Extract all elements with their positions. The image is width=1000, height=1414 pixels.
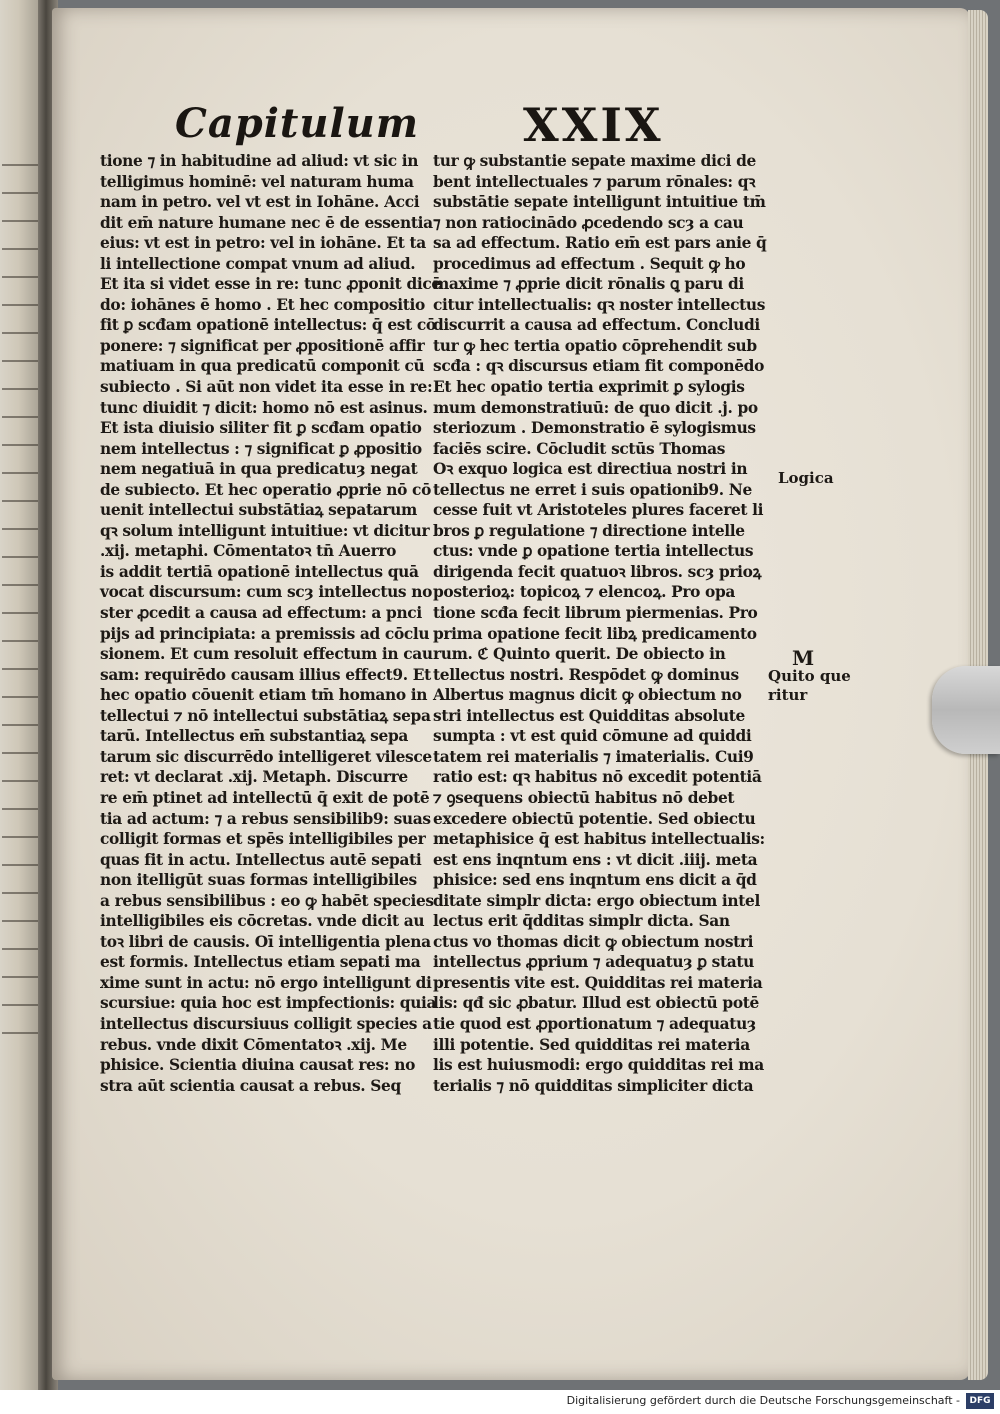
margin-note-initial: M [792,646,815,670]
text-line: a rebus sensibilibus : eo ꝙ habēt species [100,891,434,910]
text-line: lis est huiusmodi: ergo quidditas rei ma [433,1056,764,1075]
text-line: posterioꝝ: topicoꝝ ⁊ elencoꝝ. Pro opa [433,583,736,602]
text-line: Oꝛ exquo logica est directiua nostri in [433,460,748,479]
dfg-logo: DFG [966,1393,994,1409]
text-line: tellectui ⁊ nō intellectui substātiaꝝ sepa [100,706,431,725]
running-heading-chapter-number: XXIX [523,98,664,152]
text-line: ditate simplr dicta: ergo obiectum intel [433,891,760,910]
text-line: tione scđa fecit librum piermenias. Pro [433,604,758,623]
text-line: vocat discursum: cum scȝ intellectus no [100,583,433,602]
text-line: nem intellectus : ⁊ significat ꝑ ꝓpositio [100,439,422,458]
text-line: metaphisice q̄ est habitus intellectualis: [433,830,765,849]
text-line: subiecto . Si aūt non videt ita esse in re: [100,378,433,397]
text-line: ctus: vnde ꝑ opatione tertia intellectus [433,542,754,561]
text-line: substātie sepate intelligunt intuitiue tm̄ [433,193,766,212]
text-line: ret: vt declarat .xij. Metaph. Discurre [100,768,408,787]
text-line: rum. ℭ Quinto querit. De obiecto in [433,645,726,664]
text-line: scursiue: quia hoc est impfectionis: quia [100,994,437,1013]
text-line: tellectus nostri. Respōdet ꝙ dominus [433,665,739,684]
text-line: lis: qđ sic ꝓbatur. Illud est obiectū potē [433,994,759,1013]
text-line: ster ꝓcedit a causa ad effectum: a pnci [100,604,422,623]
text-line: Et hec opatio tertia exprimit ꝑ sylogis [433,378,745,397]
text-line: Albertus magnus dicit ꝙ obiectum no [433,686,742,705]
text-line: tione ⁊ in habitudine ad aliud: vt sic in [100,152,419,170]
text-line: tarū. Intellectus em̄ substantiaꝝ sepa [100,727,408,746]
text-line: tur ꝙ substantie sepate maxime dici de [433,152,756,170]
text-line: ratio est: qꝛ habitus nō excedit potentiā [433,768,762,787]
text-line: hec opatio cōuenit etiam tm̄ homano in [100,686,428,705]
text-line: prima opatione fecit libꝝ predicamento [433,624,757,643]
text-line: sumpta : vt est quid cōmune ad quiddi [433,727,752,746]
text-line: tunc diuidit ⁊ dicit: homo nō est asinus. [100,398,428,417]
text-line: est ens inqntum ens : vt dicit .iiij. meta [433,850,758,869]
text-line: phisice: sed ens inqntum ens dicit a q̄d [433,871,757,890]
running-heading-left: Capitulum [175,100,420,147]
text-line: eius: vt est in petro: vel in iohāne. Et ta [100,234,426,253]
text-line: sa ad effectum. Ratio em̄ est pars anie q̄ [433,234,767,253]
text-line: excedere obiectū potentie. Sed obiectu [433,809,756,828]
text-line: ⁊ ꝯsequens obiectū habitus nō debet [433,788,735,807]
text-line: tarum sic discurrēdo intelligeret vilesce [100,747,432,766]
margin-note-quinto [768,667,851,705]
text-line: do: iohānes ē homo . Et hec compositio [100,295,425,314]
text-column-left [100,151,441,1096]
text-line: illi potentie. Sed quidditas rei materia [433,1035,750,1054]
text-line: ponere: ⁊ significat per ꝓpositionē affir [100,336,425,355]
text-column-right [433,151,771,1096]
footer-bar [0,1390,1000,1414]
margin-note-logica: Logica [778,469,834,487]
text-line: quas fit in actu. Intellectus autē sepati [100,850,422,869]
text-line: sam: requirēdo causam illius effect9. Et [100,665,431,684]
text-line: stri intellectus est Quidditas absolute [433,706,745,725]
text-line: xime sunt in actu: nō ergo intelligunt di [100,973,432,992]
text-line: steriozum . Demonstratio ē sylogismus [433,419,756,438]
text-line: presentis vite est. Quidditas rei materia [433,973,763,992]
funding-credit: Digitalisierung gefördert durch die Deutsche Forschungsgemeinschaft - [566,1394,960,1407]
text-line: intellectus discursiuus colligit species a [100,1014,432,1033]
text-line: terialis ⁊ nō quidditas simpliciter dicta [433,1076,754,1095]
text-line: toꝛ libri de causis. Oī intelligentia plena [100,932,431,951]
text-line: intellectus ꝓprium ⁊ adequatuȝ ꝑ statu [433,953,754,972]
text-line: lectus erit q̄dditas simplr dicta. San [433,912,730,931]
text-line: bent intellectuales ⁊ parum rōnales: qꝛ [433,172,756,191]
text-line: tatem rei materialis ⁊ imaterialis. Cui9 [433,747,754,766]
text-line: discurrit a causa ad effectum. Concludi [433,316,760,335]
text-line: bros ꝑ regulatione ⁊ directione intelle [433,521,745,540]
text-line: dit em̄ nature humane nec ē de essentia [100,213,433,232]
facing-page-text-fragment [2,150,38,1050]
text-line: tur ꝙ hec tertia opatio cōprehendit sub [433,336,757,355]
text-line: telligimus hominē: vel naturam huma [100,172,414,191]
text-line: scđa : qꝛ discursus etiam fit componēdo [433,357,765,376]
margin-note-quinto-line1: Quito que [768,667,851,685]
text-line: ctus vo thomas dicit ꝙ obiectum nostri [433,932,754,951]
text-line: fit ꝑ scđam opationē intellectus: q̄ est cō [100,316,436,335]
text-line: non itelligūt suas formas intelligibiles [100,871,417,890]
text-line: citur intellectualis: qꝛ noster intellectus [433,295,766,314]
text-line: colligit formas et spēs intelligibiles per [100,830,426,849]
text-line: pijs ad principiata: a premissis ad cōclu [100,624,430,643]
text-line: sionem. Et cum resoluit effectum in cau [100,645,433,664]
text-line: ⁊ non ratiocinādo ꝓcedendo scȝ a cau [433,213,744,232]
text-line: est formis. Intellectus etiam sepati ma [100,953,421,972]
text-line: tie quod est ꝓportionatum ⁊ adequatuȝ [433,1014,756,1033]
text-line: rebus. vnde dixit Cōmentatoꝛ .xij. Me [100,1035,407,1054]
text-line: cesse fuit vt Aristoteles plures faceret li [433,501,764,520]
text-line: is addit tertiā opationē intellectus quā [100,562,419,581]
text-line: li intellectione compat vnum ad aliud. [100,254,416,273]
text-line: faciēs scire. Cōcludit sctūs Thomas [433,439,726,458]
page-clip [932,666,1000,754]
text-line: qꝛ solum intelligunt intuitiue: vt dicitur [100,521,430,540]
text-line: uenit intellectui substātiaꝝ sepatarum [100,501,417,520]
text-line: tia ad actum: ⁊ a rebus sensibilib9: suas [100,809,431,828]
text-line: intelligibiles eis cōcretas. vnde dicit au [100,912,425,931]
text-line: dirigenda fecit quatuoꝛ libros. scȝ prioꝝ [433,562,762,581]
text-line: mum demonstratiuū: de quo dicit .j. po [433,398,758,417]
text-line: tellectus ne erret i suis opationib9. Ne [433,480,752,499]
text-line: de subiecto. Et hec operatio ꝓprie nō cō [100,480,431,499]
text-line: Et ita si videt esse in re: tunc ꝓponit dicē [100,275,441,294]
text-line: stra aūt scientia causat a rebus. Seq [100,1076,401,1095]
margin-note-quinto-line2: ritur [768,686,808,704]
text-line: phisice. Scientia diuina causat res: no [100,1056,416,1075]
text-line: re em̄ ptinet ad intellectū q̄ exit de potē [100,788,430,807]
text-line: nem negatiuā in qua predicatuȝ negat [100,460,418,479]
text-line: .xij. metaphi. Cōmentatoꝛ tn̄ Auerro [100,542,397,561]
text-line: nam in petro. vel vt est in Iohāne. Acci [100,193,420,212]
text-line: maxime ⁊ ꝓprie dicit rōnalis ꝗ paru di [433,275,744,294]
text-line: procedimus ad effectum . Sequit ꝙ ho [433,254,746,273]
text-line: Et ista diuisio siliter fit ꝑ scđam opatio [100,419,422,438]
text-line: matiuam in qua predicatū componit cū [100,357,425,376]
